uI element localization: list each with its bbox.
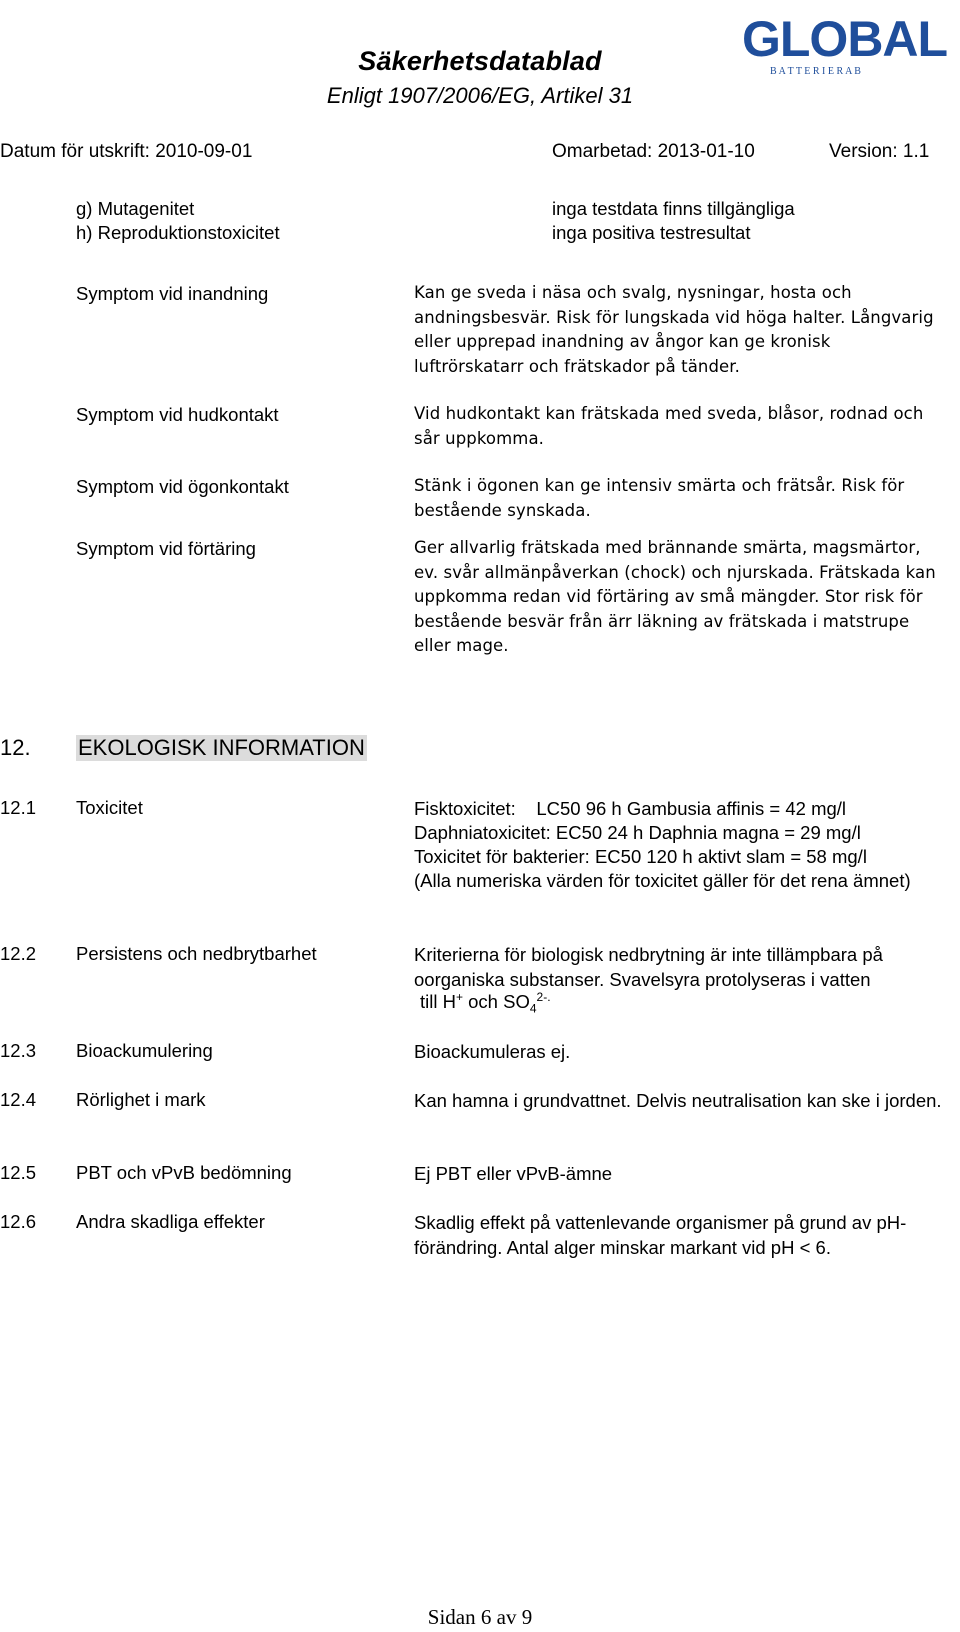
item-line-12-1-d: (Alla numeriska värden för toxicitet gäller för det rena ämnet) <box>414 870 911 891</box>
item-number-12-6: 12.6 <box>0 1211 37 1232</box>
formula-sub: 4 <box>529 1001 537 1016</box>
symptom-label-ingestion: Symptom vid förtäring <box>76 538 256 559</box>
item-line-12-1-b: Daphniatoxicitet: EC50 24 h Daphnia magna = 29 mg/l <box>414 822 861 843</box>
symptom-text-eye: Stänk i ögonen kan ge intensiv smärta och frätsår. Risk för bestående synskada. <box>414 476 905 520</box>
symptom-label-eye: Symptom vid ögonkontakt <box>76 476 289 497</box>
item-text-12-3: Bioackumuleras ej. <box>414 1041 571 1062</box>
symptom-text-skin: Vid hudkontakt kan frätskada med sveda, blåsor, rodnad och sår uppkomma. <box>414 404 924 448</box>
item-number-12-5: 12.5 <box>0 1162 37 1183</box>
tox-label-g: g) Mutagenitet <box>76 198 195 219</box>
item-text-12-6: Skadlig effekt på vattenlevande organismer på grund av pH-förändring. Antal alger minskar markant vid pH < 6. <box>414 1212 907 1258</box>
symptom-text-ingestion: Ger allvarlig frätskada med brännande smärta, magsmärtor, ev. svår allmänpåverkan (chock) och njurskada. Frätskada kan uppkomma redan vid förtäring av små mängder. Stor risk för bestående besvär från ärr läkning av frätskada i matstrupe eller mage. <box>414 538 936 655</box>
item-label-12-1: Toxicitet <box>76 797 143 818</box>
version: Version: 1.1 <box>829 141 930 162</box>
formula-pre: till H <box>420 991 456 1012</box>
section-heading: EKOLOGISK INFORMATION <box>78 735 365 760</box>
revised-date: Omarbetad: 2013-01-10 <box>552 141 755 162</box>
item-label-12-2: Persistens och nedbrytbarhet <box>76 943 317 964</box>
document-title: Säkerhetsdatablad <box>358 46 602 76</box>
tox-label-h: h) Reproduktionstoxicitet <box>76 222 280 243</box>
item-formula-12-2 <box>420 989 551 1016</box>
global-logo <box>738 2 960 78</box>
item-label-12-5: PBT och vPvB bedömning <box>76 1162 292 1183</box>
formula-mid: och SO <box>463 991 530 1012</box>
print-date: Datum för utskrift: 2010-09-01 <box>0 141 253 162</box>
item-number-12-4: 12.4 <box>0 1089 37 1110</box>
item-line-12-1-c: Toxicitet för bakterier: EC50 120 h aktivt slam = 58 mg/l <box>414 846 867 867</box>
item-number-12-3: 12.3 <box>0 1040 37 1061</box>
item-label-12-4: Rörlighet i mark <box>76 1089 206 1110</box>
logo-subtext: B A T T E R I E R A B <box>770 66 861 77</box>
formula-sup2: 2-. <box>536 989 551 1004</box>
section-number: 12. <box>0 735 31 760</box>
document-subtitle: Enligt 1907/2006/EG, Artikel 31 <box>326 83 634 108</box>
item-label-12-6: Andra skadliga effekter <box>76 1211 265 1232</box>
symptom-text-inhalation: Kan ge sveda i näsa och svalg, nysningar, hosta och andningsbesvär. Risk för lungskada vid höga halter. Långvarig eller upprepad inandning av ångor kan ge kronisk luftrörskatarr och frätskador på tänder. <box>414 283 934 376</box>
symptom-label-inhalation: Symptom vid inandning <box>76 283 269 304</box>
symptom-label-skin: Symptom vid hudkontakt <box>76 404 279 425</box>
item-text-12-5: Ej PBT eller vPvB-ämne <box>414 1163 613 1184</box>
item-line-12-1-a: Fisktoxicitet: LC50 96 h Gambusia affinis = 42 mg/l <box>414 798 847 819</box>
tox-value-g: inga testdata finns tillgängliga <box>552 198 795 219</box>
item-text-12-4: Kan hamna i grundvattnet. Delvis neutralisation kan ske i jorden. <box>414 1090 942 1111</box>
page-number: Sidan 6 av 9 <box>427 1605 533 1629</box>
item-label-12-3: Bioackumulering <box>76 1040 213 1061</box>
formula-sup1: + <box>455 989 463 1004</box>
global-logo-icon <box>738 2 960 78</box>
item-number-12-2: 12.2 <box>0 943 37 964</box>
tox-value-h: inga positiva testresultat <box>552 222 751 243</box>
item-text-12-2: Kriterierna för biologisk nedbrytning är inte tillämpbara på oorganiska substanser. Svavelsyra protolyseras i vatten <box>414 944 883 990</box>
item-number-12-1: 12.1 <box>0 797 37 818</box>
logo-wordmark: GLOBAL <box>742 11 948 67</box>
